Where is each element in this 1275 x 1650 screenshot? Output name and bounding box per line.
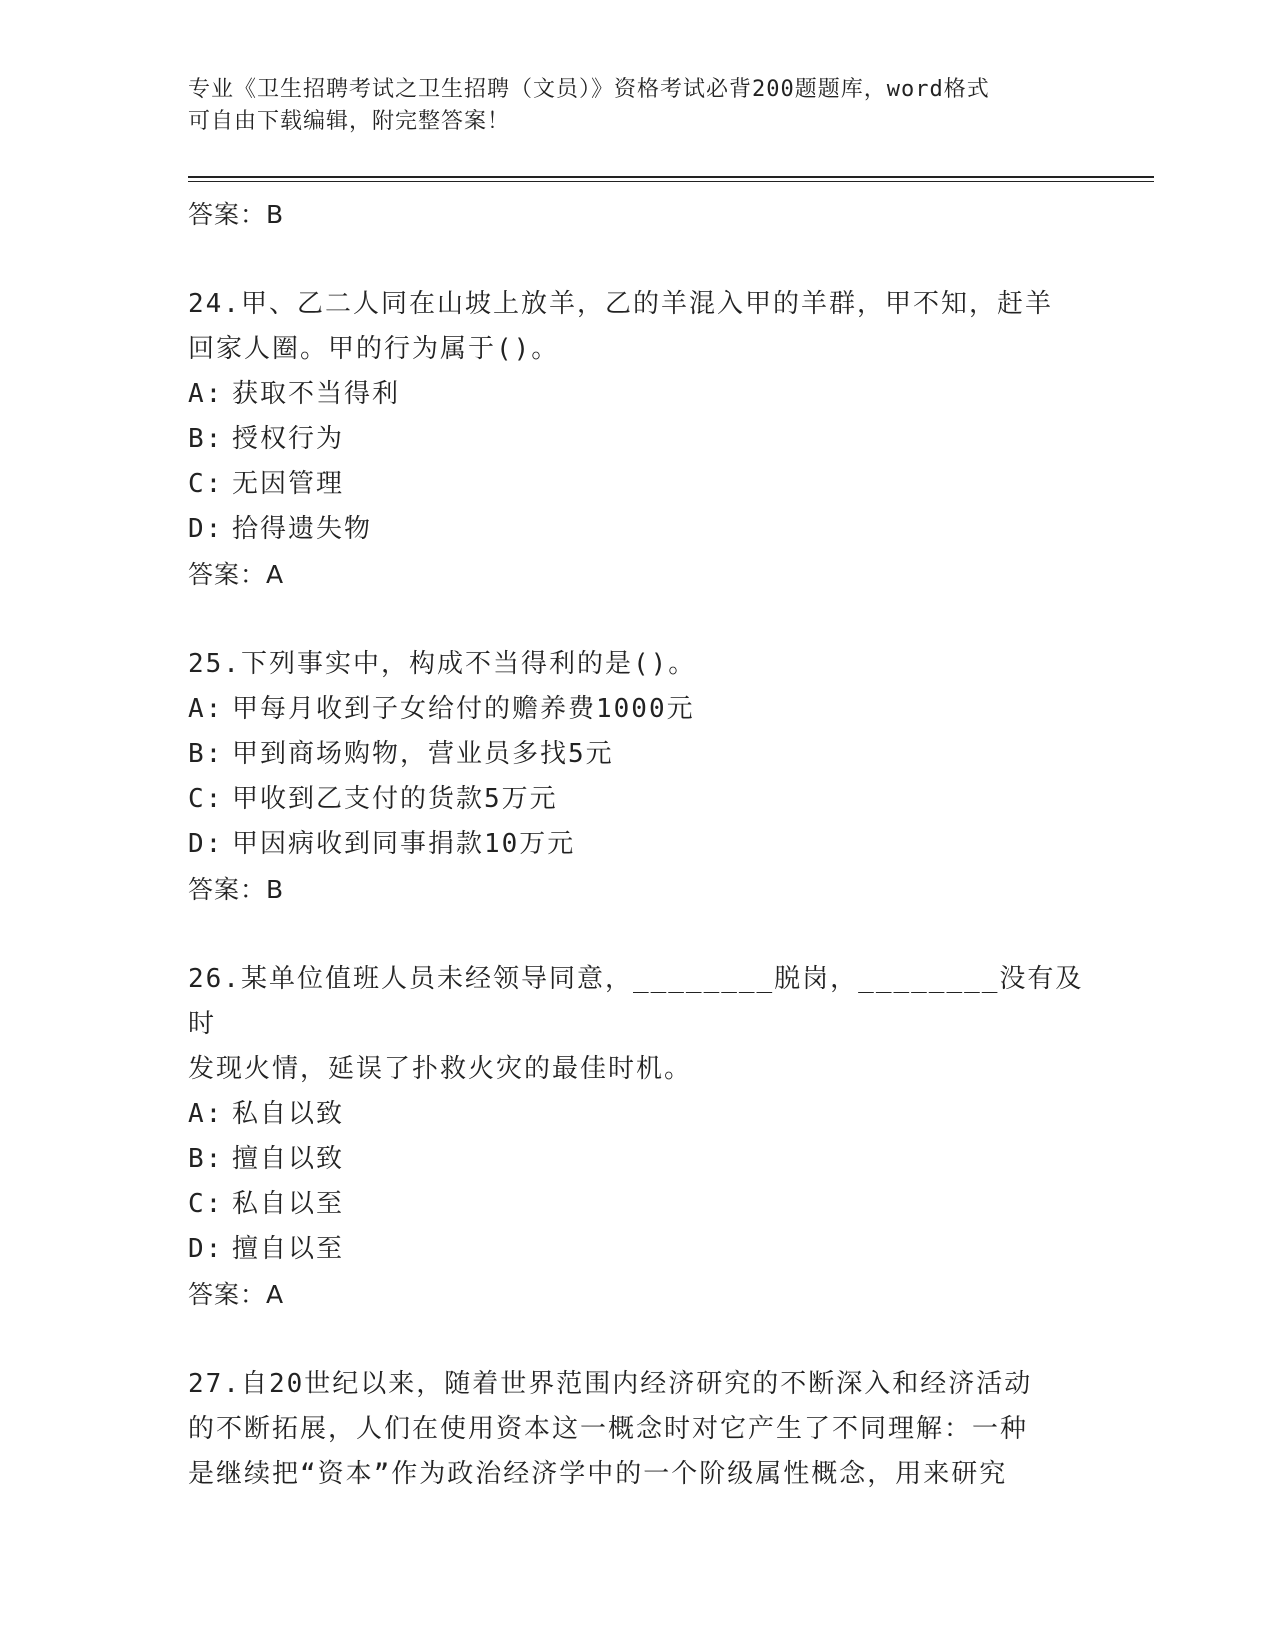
option-b	[188, 417, 1088, 462]
option-label: A:	[188, 694, 224, 724]
option-b	[188, 732, 1088, 777]
question-stem-line: 25.下列事实中，构成不当得利的是()。	[188, 649, 697, 679]
option-d	[188, 822, 1088, 867]
option-label: A:	[188, 1099, 224, 1129]
spacer	[188, 238, 1088, 282]
header-rule-thick	[188, 176, 1154, 178]
option-text: 拾得遗失物	[232, 514, 373, 544]
option-label: D:	[188, 514, 224, 544]
option-d	[188, 1227, 1088, 1272]
question-25	[188, 642, 1088, 913]
option-d	[188, 507, 1088, 552]
answer-line: 答案：A	[188, 560, 285, 589]
option-c	[188, 1182, 1088, 1227]
answer-line: 答案：B	[188, 875, 285, 904]
question-stem-line: 回家人圈。甲的行为属于()。	[188, 334, 560, 364]
option-a	[188, 1092, 1088, 1137]
option-text: 无因管理	[232, 469, 345, 499]
option-text: 甲因病收到同事捐款10万元	[232, 829, 576, 859]
option-text: 获取不当得利	[232, 379, 401, 409]
option-a	[188, 687, 1088, 732]
answer-line: 答案：A	[188, 1280, 285, 1309]
option-label: D:	[188, 1234, 224, 1264]
spacer	[188, 1318, 1088, 1362]
header-line-1: 专业《卫生招聘考试之卫生招聘（文员）》资格考试必背200题题库，word格式	[188, 77, 990, 102]
question-26	[188, 957, 1088, 1318]
option-text: 私自以至	[232, 1189, 345, 1219]
option-label: B:	[188, 424, 224, 454]
question-27	[188, 1362, 1088, 1497]
option-text: 甲收到乙支付的货款5万元	[232, 784, 558, 814]
option-label: D:	[188, 829, 224, 859]
spacer	[188, 598, 1088, 642]
option-text: 甲每月收到子女给付的赡养费1000元	[232, 694, 695, 724]
option-label: B:	[188, 1144, 224, 1174]
question-stem-line: 26.某单位值班人员未经领导同意，________脱岗，________没有及时	[188, 964, 1084, 1039]
option-text: 擅自以致	[232, 1144, 345, 1174]
question-stem-line: 的不断拓展，人们在使用资本这一概念时对它产生了不同理解：一种	[188, 1414, 1029, 1444]
option-label: C:	[188, 469, 224, 499]
question-stem-line: 27.自20世纪以来，随着世界范围内经济研究的不断深入和经济活动	[188, 1369, 1033, 1399]
option-text: 擅自以至	[232, 1234, 345, 1264]
option-label: C:	[188, 1189, 224, 1219]
option-c	[188, 777, 1088, 822]
header-rule-thin	[188, 181, 1154, 182]
option-c	[188, 462, 1088, 507]
page-header	[188, 74, 1088, 138]
option-label: B:	[188, 739, 224, 769]
question-stem-line: 发现火情，延误了扑救火灾的最佳时机。	[188, 1054, 693, 1084]
spacer	[188, 913, 1088, 957]
option-b	[188, 1137, 1088, 1182]
option-a	[188, 372, 1088, 417]
question-24	[188, 282, 1088, 598]
question-stem-line: 是继续把“资本”作为政治经济学中的一个阶级属性概念，用来研究	[188, 1459, 1008, 1489]
option-text: 授权行为	[232, 424, 345, 454]
option-label: A:	[188, 379, 224, 409]
answer-line: 答案：B	[188, 200, 285, 229]
question-stem-line: 24.甲、乙二人同在山坡上放羊，乙的羊混入甲的羊群，甲不知，赶羊	[188, 289, 1053, 319]
header-line-2: 可自由下载编辑，附完整答案！	[188, 109, 511, 134]
option-text: 私自以致	[232, 1099, 345, 1129]
option-text: 甲到商场购物，营业员多找5元	[232, 739, 614, 769]
option-label: C:	[188, 784, 224, 814]
question-content	[188, 192, 1088, 1497]
